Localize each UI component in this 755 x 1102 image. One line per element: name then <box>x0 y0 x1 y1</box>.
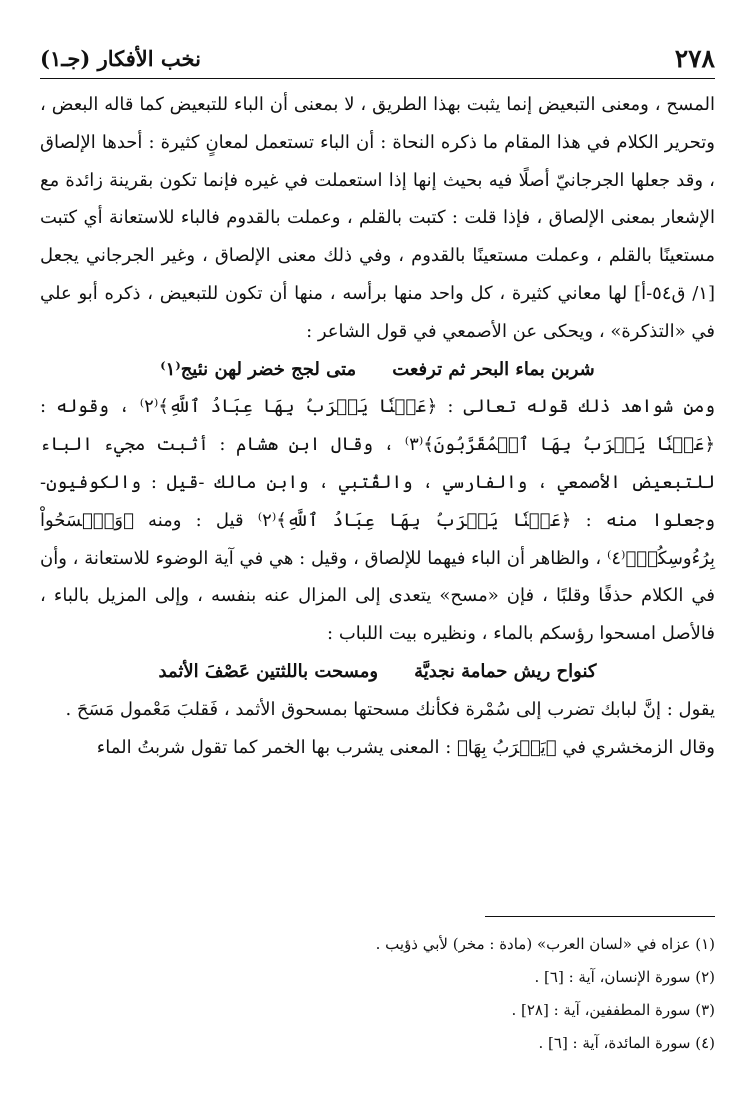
main-text <box>40 86 715 766</box>
verse-first-hemistich: شربن بماء البحر ثم ترفعت <box>392 358 595 380</box>
footnotes <box>40 928 715 1060</box>
paragraph: المسح ، ومعنى التبعيض إنما يثبت بهذا الطريق ، لا بمعنى أن الباء للتبعيض كما قاله البعض ، وتحرير الكلام في هذا المقام ما ذكره النحاة : أن الباء تستعمل لمعانٍ كثيرة : أحدها الإلصاق ، وقد جعلها الجرجانيّ أصلًا فيه بحيث إنها إذا استعملت في غيره فإنما تكون بقرينة زائدة مع الإشعار بمعنى الإلصاق ، فإذا قلت : كتبت بالقلم ، وعملت بالقدوم فالباء للاستعانة أي كتبت مستعينًا بالقلم ، وعملت مستعينًا بالقدوم ، وفي ذلك معنى الإلصاق ، وغير الجرجاني يجعل [١/ ق٥٤-أ] لها معاني كثيرة ، كل واحد منها برأسه ، منها أن تكون للتبعيض ، ذكره أبو علي في «التذكرة» ، ويحكى عن الأصمعي في قول الشاعر : <box>40 94 715 342</box>
verse-first-hemistich: كنواح ريش حمامة نجديَّة <box>414 660 597 682</box>
running-title: نخب الأفكار (جـ١) <box>40 46 201 71</box>
verse-second-hemistich: متى لجج خضر لهن نئيج⁽١⁾ <box>160 358 357 380</box>
poetry-verse <box>40 653 715 691</box>
page-number: ٢٧٨ <box>674 44 715 73</box>
page-header <box>40 42 715 79</box>
poetry-verse <box>40 351 715 389</box>
footnote: (٤) سورة المائدة، آية : [٦] . <box>538 1034 715 1052</box>
footnote: (٢) سورة الإنسان، آية : [٦] . <box>534 968 715 986</box>
footnote: (٣) سورة المطففين، آية : [٢٨] . <box>511 1001 715 1019</box>
footnote: (١) عزاه في «لسان العرب» (مادة : مخر) لأبي ذؤيب . <box>375 935 715 953</box>
verse-second-hemistich: ومسحت باللثتين عَصْفَ الأثمد <box>158 660 379 682</box>
paragraph: يقول : إنَّ لبابك تضرب إلى سُمْرة فكأنك مسحتها بمسحوق الأثمد ، فَقلبَ مَعْمول مَسَحَ . <box>65 698 715 720</box>
paragraph: ومن شواهد ذلك قوله تعالى : ﴿عَيۡنٗا يَشۡرَبُ بِهَا عِبَادُ ٱللَّهِ﴾⁽٢⁾ ، وقوله : ﴿عَيۡنٗا يَشۡرَبُ بِهَا ٱلۡمُقَرَّبُونَ﴾⁽٣⁾ ، وقال ابن هشام : أثبت مجيء الباء للتبعيض الأصمعي ، والفارسي ، والقُتبي ، وابن مالك -قيل : والكوفيون- وجعلوا منه : ﴿عَيۡنٗا يَشۡرَبُ بِهَا عِبَادُ ٱللَّهِ﴾⁽٢⁾ قيل : ومنه ﴿وَٱمۡسَحُواْ بِرُءُوسِكُمۡ﴾⁽٤⁾ ، والظاهر أن الباء فيهما للإلصاق ، وقيل : هي في آية الوضوء للاستعانة ، وأن في الكلام حذفًا وقلبًا ، فإن «مسح» يتعدى إلى المزال عنه بنفسه ، وإلى المزيل بالباء ، فالأصل امسحوا رؤسكم بالماء ، ونظيره بيت اللباب : <box>40 396 716 645</box>
footnote-divider <box>485 916 715 917</box>
paragraph: وقال الزمخشري في ﴿يَشۡرَبُ بِهَا﴾ : المعنى يشرب بها الخمر كما تقول شربتُ الماء <box>96 736 715 758</box>
